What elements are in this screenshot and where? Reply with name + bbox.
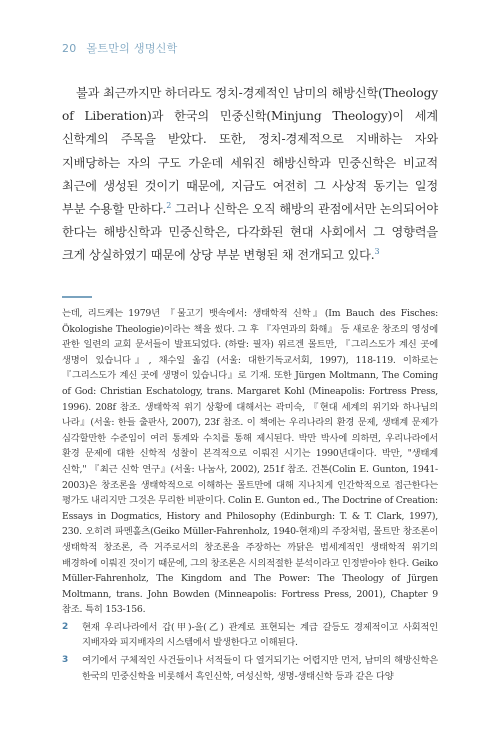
paragraph-text-cont: 그러나 신학은 오직 해방의 관점에서만 논의되어야 한다는 해방신학과 민중신학은, 다각화된 현대 사회에서 그 영향력을 크게 상실하였기 때문에 상당 부분 변형된 채 전개되고 있다. (62, 202, 438, 263)
footnote-number: 3 (62, 655, 69, 666)
footnote-number: 2 (62, 621, 69, 632)
footnote-ref-3[interactable]: 3 (374, 247, 380, 257)
running-header (62, 40, 178, 56)
footnote-3 (62, 653, 438, 684)
footnote-text: 는데, 리드케는 1979년 『물고기 뱃속에서: 생태학적 신학』(Im Bauch des Fisches: Ökologishe Theologie)이라는 책을 썼다. 그 후 『자연과의 화해』 등 새로운 창조의 영성에 관한 일련의 교회 문서들이 발표되었다. (하랄: 필자) 위르겐 몰트만, 『그리스도가 계신 곳에 생명이 있습니다』, 채수일 옮김 (서울: 대한기독교서회, 1997), 118-119. 이하로는 『그리스도가 계신 곳에 생명이 있습니다』로 기재. 또한 Jürgen Moltmann, The Coming of God: Christian Eschatology, trans. Margaret Kohl (Mineapolis: Fortress Press, 1996). 208f 참조. 생태학적 위기 상황에 대해서는 곽미숙, 『현대 세계의 위기와 하나님의 나라』(서울: 한들 출판사, 2007), 23f 참조. 이 책에는 우리나라의 환경 문제, 생태계 문제가 심각할만한 수준임이 여러 통계와 수치를 통해 제시된다. 박만 박사에 의하면, 우리나라에서 환경 문제에 대한 신학적 성찰이 본격적으로 이뤄진 시기는 1990년대이다. 박만, "생태계 신학," 『최근 신학 연구』(서울: 나눔사, 2002), 251f 참조. 건톤(Colin E. Gunton, 1941-2003)은 창조론을 생태학적으로 이해하는 몰트만에 대해 지나치게 인간학적으로 접근한다는 평가도 내리지만 그것은 무리한 비판이다. Colin E. Gunton ed., The Doctrine of Creation: Essays in Dogmatics, History and Philosophy (Edinburgh: T. & T. Clark, 1997), 230. 오히려 파멘홀츠(Geiko Müller-Fahrenholz, 1940-현재)의 주장처럼, 몰트만 창조론이 생태학적 창조론, 즉 거주로서의 창조론을 주장하는 까닭은 범세계적인 생태학적 위기의 배경하에 이뤄진 것이기 때문에, 그의 창조론은 시의적절한 분석이라고 인정받아야 한다. Geiko Müller-Fahrenholz, The Kingdom and The Power: The Theology of Jürgen Moltmann, trans. John Bowden (Minneapolis: Fortress Press, 2001), Chapter 9 참조. 특히 153-156. (62, 308, 438, 616)
footnote-ref-2[interactable]: 2 (166, 200, 172, 210)
footnote-text: 현재 우리나라에서 갑(甲)-을(乙) 관계로 표현되는 계급 갈등도 경제적이고 사회적인 지배자와 피지배자의 시스템에서 발생한다고 이해된다. (82, 621, 438, 649)
body-paragraph (62, 82, 438, 268)
footnote-continued (62, 306, 438, 618)
footnotes (62, 306, 438, 684)
footnote-divider (62, 296, 92, 298)
footnote-2 (62, 620, 438, 651)
running-title: 몰트만의 생명신학 (86, 42, 178, 55)
page-number: 20 (62, 42, 77, 55)
main-text (62, 82, 438, 268)
paragraph-text: 불과 최근까지만 하더라도 정치-경제적인 남미의 해방신학(Theology of Liberation)과 한국의 민중신학(Minjung Theology)이 세계 신학계의 주목을 받았다. 또한, 정치-경제적으로 지배하는 자와 지배당하는 자의 구도 가운데 세워진 해방신학과 민중신학은 비교적 최근에 생성된 것이기 때문에, 지금도 여전히 그 사상적 동기는 일정 부분 수용할 만하다. (62, 86, 438, 217)
footnote-text: 여기에서 구체적인 사건들이나 서적들이 다 열거되기는 어렵지만 먼저, 남미의 해방신학은 한국의 민중신학을 비롯해서 흑인신학, 여성신학, 생명-생태신학 등과 같은 다양 (82, 655, 438, 682)
